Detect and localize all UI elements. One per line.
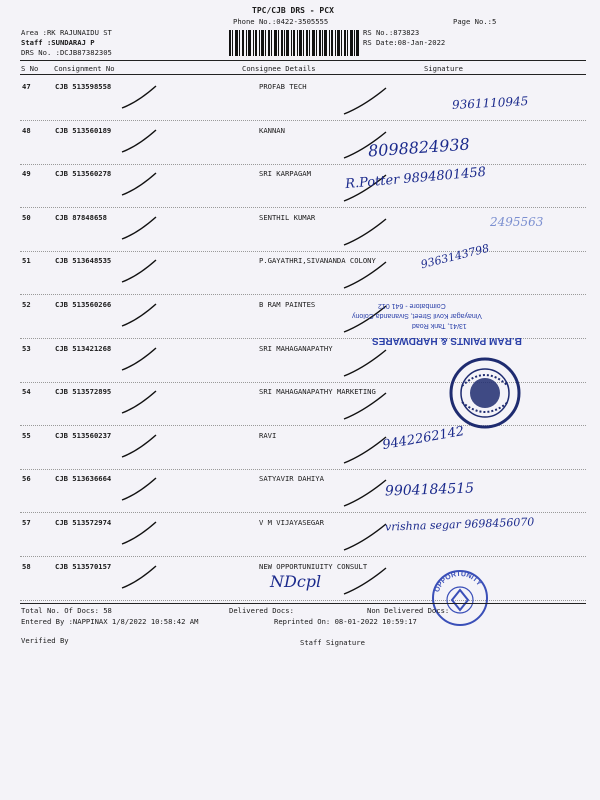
- row-consignment-number: CJB 513570157: [55, 561, 112, 571]
- row-sno: 55: [22, 430, 31, 440]
- tick-mark-icon: [340, 389, 390, 423]
- col-header-sno: S No: [21, 64, 39, 73]
- opportunity-stamp: [430, 568, 490, 628]
- row-divider: [20, 469, 586, 470]
- row-sno: 57: [22, 518, 31, 527]
- drs-number: DRS No. :DCJB87382305: [21, 48, 112, 57]
- row-sno: 53: [22, 343, 31, 353]
- row-divider: [20, 164, 586, 165]
- table-row: [0, 82, 600, 124]
- total-docs: Total No. Of Docs: 58: [21, 606, 112, 615]
- ram-paints-stamp-line3: Vinayagar Kovil Street, Sivananda Colony: [352, 312, 482, 319]
- row-signature: 2495563: [490, 214, 544, 229]
- tick-mark-icon: [120, 258, 160, 284]
- row-sno: 54: [22, 387, 31, 397]
- document-title: TPC/CJB DRS - PCX: [252, 6, 334, 15]
- row-consignee: SENTHIL KUMAR: [259, 212, 316, 222]
- row-consignment-number: CJB 513560189: [55, 125, 112, 135]
- tick-mark-icon: [120, 302, 160, 328]
- opportunity-stamp-text: OPPORTUNITY: [433, 570, 483, 594]
- tick-mark-icon: [340, 258, 390, 292]
- row-sno: 47: [22, 82, 31, 91]
- non-delivered-docs: Non Delivered Docs:: [367, 606, 450, 615]
- row-sno: 56: [22, 474, 31, 484]
- delivered-docs: Delivered Docs:: [229, 606, 294, 615]
- row-consignment-number: CJB 513648535: [55, 256, 112, 266]
- table-row: [0, 242, 600, 298]
- ram-paints-stamp-line2: 13/41, Tank Road: [412, 322, 467, 329]
- row-consignee: PROFAB TECH: [259, 82, 307, 91]
- tick-mark-icon: [340, 476, 390, 510]
- header-rule-top: [20, 60, 586, 61]
- row-consignment-number: CJB 513598558: [55, 82, 112, 91]
- row-divider: [20, 512, 586, 513]
- staff-signature-label: Staff Signature: [300, 638, 365, 647]
- tick-mark-icon: [120, 433, 160, 459]
- table-row: [0, 515, 600, 560]
- row-consignee: V M VIJAYASEGAR: [259, 518, 324, 527]
- row-divider: [20, 207, 586, 208]
- table-row: [0, 126, 600, 168]
- page-number: Page No.:5: [453, 17, 497, 26]
- row-consignee: SATYAVIR DAHIYA: [259, 474, 324, 484]
- row-signature: R.Potter 9894801458: [344, 165, 487, 193]
- barcode: [229, 30, 359, 56]
- row-consignment-number: CJB 513560237: [55, 430, 112, 440]
- entered-by: Entered By :NAPPINAX 1/8/2022 10:58:42 AM: [21, 617, 199, 626]
- col-header-consignment: Consignment No: [54, 64, 115, 73]
- row-consignee: RAVI: [259, 430, 277, 440]
- row-consignment-number: CJB 87848658: [55, 212, 107, 222]
- table-row: [0, 165, 600, 211]
- row-signature: 9363143798: [419, 242, 491, 272]
- row-consignee: KANNAN: [259, 125, 285, 135]
- row-consignment-number: CJB 513560266: [55, 300, 112, 309]
- tick-mark-icon: [120, 564, 160, 590]
- row-sno: 50: [22, 212, 31, 222]
- table-row: [0, 474, 600, 516]
- row-divider: [20, 251, 586, 252]
- row-signature: vrishna segar 9698456070: [384, 515, 535, 534]
- col-header-consignee: Consignee Details: [242, 64, 316, 73]
- footer-rule: [20, 603, 586, 604]
- row-signature: 9442262142: [381, 423, 466, 453]
- row-consignment-number: CJB 513636664: [55, 474, 112, 484]
- ram-paints-stamp-line1: B.RAM PAINTS & HARDWARES: [372, 335, 522, 346]
- tick-mark-icon: [120, 346, 160, 372]
- tick-mark-icon: [120, 389, 160, 415]
- tick-mark-icon: [120, 171, 160, 197]
- row-consignment-number: CJB 513560278: [55, 169, 112, 179]
- tick-mark-icon: [340, 520, 390, 554]
- row-signature: 9904184515: [384, 480, 475, 500]
- row-sno: 51: [22, 256, 31, 266]
- tick-mark-icon: [340, 215, 390, 249]
- row-divider: [20, 556, 586, 557]
- tick-mark-icon: [120, 84, 160, 110]
- row-signature: 8098824938: [367, 134, 471, 161]
- tick-mark-icon: [340, 346, 390, 380]
- row-sno: 48: [22, 125, 31, 135]
- row-consignee: SRI MAHAGANAPATHY: [259, 343, 333, 353]
- round-seal-stamp: [448, 356, 522, 430]
- col-header-signature: Signature: [424, 64, 463, 73]
- reprinted-on: Reprinted On: 08-01-2022 10:59:17: [274, 617, 417, 626]
- tick-mark-icon: [340, 564, 390, 598]
- svg-text:OPPORTUNITY: [434, 571, 483, 593]
- row-consignment-number: CJB 513572974: [55, 518, 112, 527]
- row-consignee: NEW OPPORTUNIUITY CONSULT: [259, 561, 368, 571]
- ram-paints-stamp-line4: Coimbatore - 641 012: [378, 302, 446, 309]
- row-consignment-number: CJB 513421268: [55, 343, 112, 353]
- tick-mark-icon: [120, 128, 160, 154]
- row-sno: 52: [22, 300, 31, 309]
- row-divider: [20, 120, 586, 121]
- row-consignment-number: CJB 513572895: [55, 387, 112, 397]
- tick-mark-icon: [120, 520, 160, 546]
- table-row: [0, 213, 600, 255]
- verified-by: Verified By: [21, 636, 69, 645]
- staff-field: Staff :SUNDARAJ P: [21, 38, 95, 47]
- tick-mark-icon: [340, 84, 390, 118]
- tick-mark-icon: [120, 476, 160, 502]
- row-signature: NDcpl: [270, 571, 322, 591]
- row-sno: 49: [22, 169, 31, 179]
- row-consignee: SRI KARPAGAM: [259, 169, 311, 179]
- row-divider: [20, 600, 586, 601]
- rs-date: RS Date:08-Jan-2022: [363, 38, 446, 47]
- row-consignee: B RAM PAINTES: [259, 300, 316, 309]
- rs-number: RS No.:873823: [363, 28, 420, 37]
- table-row: [0, 562, 600, 604]
- phone-number: Phone No.:0422-3505555: [233, 17, 329, 26]
- row-signature: 9361110945: [451, 94, 529, 112]
- row-sno: 58: [22, 561, 31, 571]
- header-rule-bottom: [20, 74, 586, 75]
- table-row: [0, 423, 600, 473]
- row-consignee: SRI MAHAGANAPATHY MARKETING: [259, 387, 376, 397]
- row-divider: [20, 294, 586, 295]
- tick-mark-icon: [120, 215, 160, 241]
- area-field: Area :RK RAJUNAIDU ST: [21, 28, 112, 37]
- row-consignee: P.GAYATHRI,SIVANANDA COLONY: [259, 256, 376, 266]
